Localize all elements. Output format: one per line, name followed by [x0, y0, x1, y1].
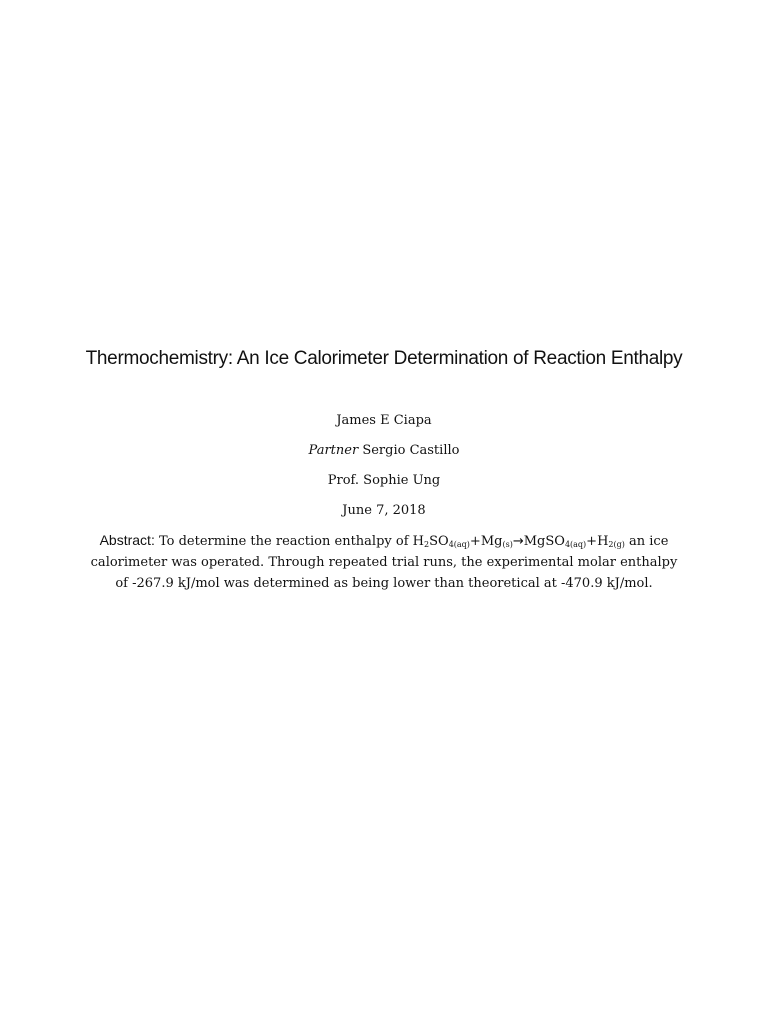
reactant1-a: H	[412, 534, 425, 549]
reactant2: Mg	[480, 534, 503, 549]
product2-sub: 2(g)	[608, 540, 625, 549]
plus-sign-1: +	[469, 534, 481, 549]
abstract-body: an ice calorimeter was operated. Through repeated trial runs, the experimental molar enthalpy of -267.9 kJ/mol was determined as being lower than theoretical at -470.9 kJ/mol.	[90, 534, 678, 591]
product2: H	[597, 534, 609, 549]
partner-line	[0, 442, 768, 460]
reaction-equation	[413, 534, 625, 549]
document-title: Thermochemistry: An Ice Calorimeter Determination of Reaction Enthalpy	[85, 348, 683, 369]
reactant1-b: SO	[429, 534, 449, 549]
reaction-arrow-icon: →	[512, 534, 524, 549]
abstract-paragraph	[88, 530, 680, 594]
professor-line: Prof. Sophie Ung	[327, 473, 441, 488]
abstract-intro: To determine the reaction enthalpy of	[158, 534, 409, 549]
product1-sub: 4(aq)	[564, 540, 587, 549]
date-line: June 7, 2018	[342, 503, 426, 518]
plus-sign-2: +	[586, 534, 598, 549]
partner-name: Sergio Castillo	[362, 443, 460, 458]
reactant1-sub-b: 4(aq)	[448, 540, 470, 549]
abstract-label: Abstract:	[99, 532, 155, 548]
product1: MgSO	[523, 534, 565, 549]
author-line: James E Ciapa	[336, 413, 432, 428]
reactant1-sub-a: 2	[424, 540, 430, 549]
partner-label: Partner	[308, 443, 359, 458]
reactant2-sub: (s)	[502, 540, 513, 549]
